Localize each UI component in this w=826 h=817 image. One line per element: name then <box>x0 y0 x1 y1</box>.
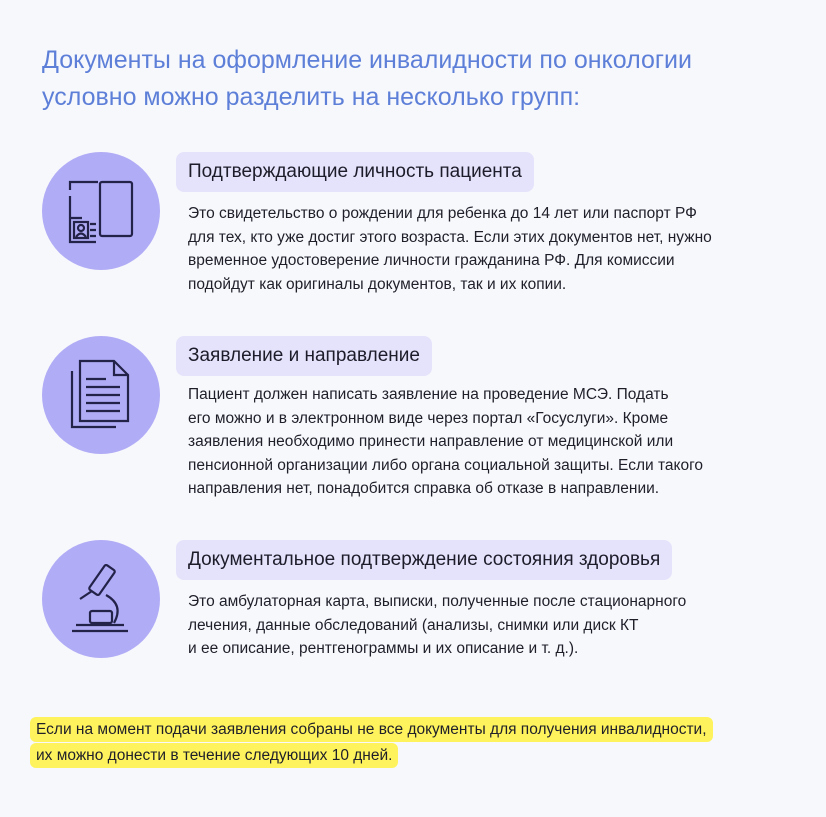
document-icon-circle <box>42 336 160 454</box>
group-description <box>188 383 703 501</box>
text-line: Это амбулаторная карта, выписки, полученные после стационарного <box>188 593 687 610</box>
text-line: и ее описание, рентгенограммы и их описание и т. д.). <box>188 640 579 657</box>
text-line: направления нет, понадобится справка об отказе в направлении. <box>188 480 660 497</box>
group-description <box>188 590 686 661</box>
group-heading: Заявление и направление <box>176 336 432 376</box>
highlighted-note <box>30 717 713 769</box>
group-heading: Документальное подтверждение состояния здоровья <box>176 540 672 580</box>
title-line: условно можно разделить на несколько групп: <box>42 83 581 111</box>
group-description <box>188 202 712 296</box>
microscope-icon <box>66 561 136 637</box>
text-line: Пациент должен написать заявление на проведение МСЭ. Подать <box>188 386 669 403</box>
text-line: пенсионной организации либо органа социальной защиты. Если такого <box>188 456 704 474</box>
group-heading: Подтверждающие личность пациента <box>176 152 534 192</box>
note-line: Если на момент подачи заявления собраны не все документы для получения инвалидности, <box>30 717 713 742</box>
text-line: его можно и в электронном виде через портал «Госуслуги». Кроме <box>188 409 669 427</box>
passport-icon-circle <box>42 152 160 270</box>
passport-icon <box>66 176 136 246</box>
text-line: для тех, кто уже достиг этого возраста. Если этих документов нет, нужно <box>188 228 712 246</box>
text-line: заявления необходимо принести направление от медицинской или <box>188 433 674 450</box>
title-line: Документы на оформление инвалидности по онкологии <box>42 46 692 74</box>
microscope-icon-circle <box>42 540 160 658</box>
text-line: временное удостоверение личности гражданина РФ. Для комиссии <box>188 252 675 269</box>
text-line: Это свидетельство о рождении для ребенка до 14 лет или паспорт РФ <box>188 205 697 222</box>
page-title <box>42 42 692 116</box>
text-line: лечения, данные обследований (анализы, снимки или диск КТ <box>188 616 639 634</box>
document-icon <box>66 357 136 433</box>
note-line: их можно донести в течение следующих 10 дней. <box>30 743 398 768</box>
text-line: подойдут как оригиналы документов, так и их копии. <box>188 275 567 293</box>
